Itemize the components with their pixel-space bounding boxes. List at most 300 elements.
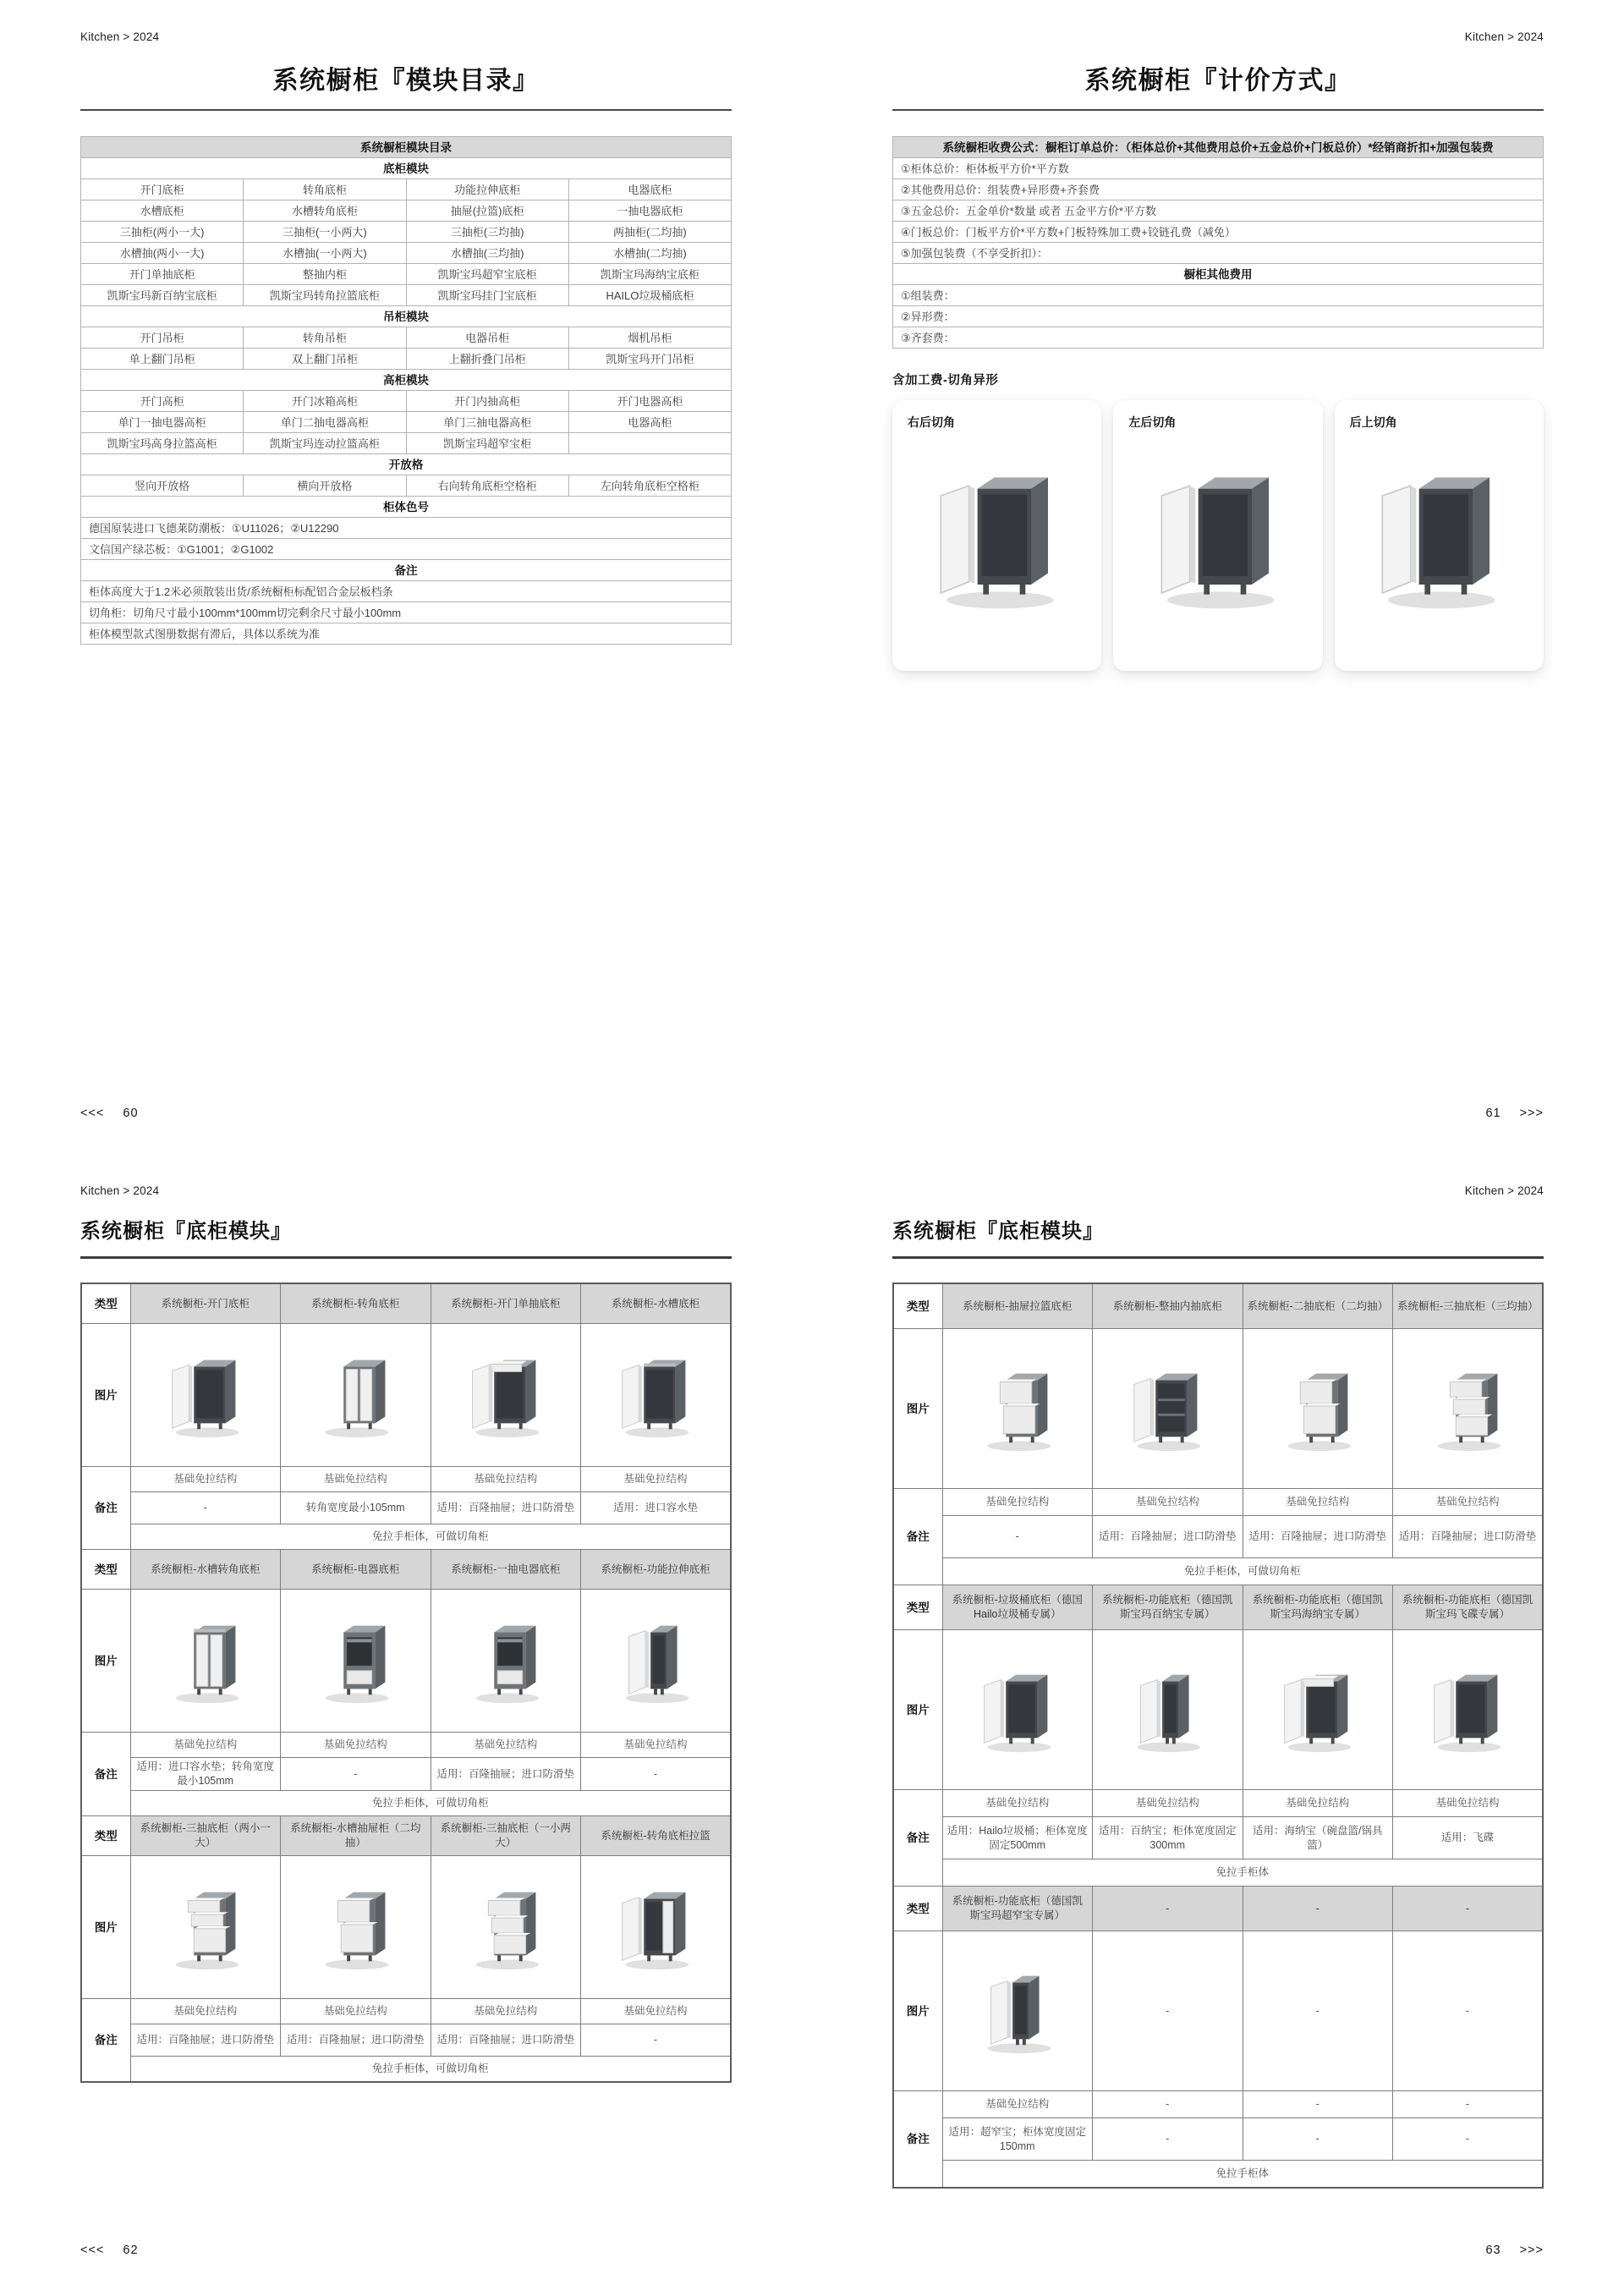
full-note-cell: 免拉手柜体: [942, 1859, 1543, 1887]
note-cell: -: [942, 1516, 1093, 1558]
footer-arrows: >>>: [1519, 1107, 1544, 1120]
cabinet-render: [1117, 1357, 1217, 1457]
type-row: [893, 1887, 1543, 1931]
type-header-cell: 系统橱柜-功能底柜（德国凯斯宝玛百纳宝专属）: [1093, 1585, 1243, 1630]
table-text-cell: ⑤加强包装费（不享受折扣）：: [893, 243, 1544, 264]
note-cell: 适用：百纳宝；柜体宽度固定300mm: [1093, 1817, 1243, 1859]
type-header-cell: 系统橱柜-电器底柜: [281, 1550, 431, 1590]
page-footer: [80, 2244, 139, 2257]
table-cell: 凯斯宝玛新百纳宝底柜: [81, 285, 244, 306]
table-cell: 开门单抽底柜: [81, 264, 244, 285]
image-cell: [130, 1324, 281, 1467]
page-title: 系统橱柜『模块目录』: [272, 67, 540, 95]
note-cell: 适用：进口容水垫: [581, 1492, 732, 1524]
table-cell: 转角吊柜: [244, 327, 406, 349]
cabinet-render: [1418, 1658, 1517, 1758]
cabinet-render: [1268, 1658, 1368, 1758]
page-63: [812, 1137, 1624, 2274]
table-cell: 电器高柜: [568, 412, 731, 433]
structure-cell: -: [1093, 2091, 1243, 2118]
table-text-cell: ②异形费：: [893, 306, 1544, 327]
note-cell: -: [581, 1758, 732, 1791]
image-cell: [1393, 1630, 1544, 1790]
table-cell: 抽屉(拉篮)底柜: [406, 200, 568, 222]
structure-cell: 基础免拉结构: [581, 1467, 732, 1492]
structure-cell: 基础免拉结构: [1093, 1489, 1243, 1516]
cabinet-render: [606, 1343, 705, 1443]
table-text-cell: 柜体模型款式图册数据有滞后，具体以系统为准: [81, 623, 732, 645]
structure-cell: 基础免拉结构: [130, 1999, 281, 2024]
image-cell: [1243, 1329, 1393, 1489]
footer-page-number: 63: [1485, 2244, 1501, 2257]
table-cell: 烟机吊柜: [568, 327, 731, 349]
note-row: [81, 1492, 731, 1524]
image-cell: [1093, 1329, 1243, 1489]
note-row: [81, 1758, 731, 1791]
type-header-cell: 系统橱柜-功能底柜（德国凯斯宝玛超窄宝专属）: [942, 1887, 1093, 1931]
full-note-cell: 免拉手柜体，可做切角柜: [130, 1791, 731, 1816]
structure-row: [893, 1489, 1543, 1516]
type-header-cell: 系统橱柜-三抽底柜（一小两大）: [431, 1816, 581, 1856]
image-cell: -: [1393, 1931, 1544, 2091]
structure-cell: 基础免拉结构: [281, 1733, 431, 1758]
note-cell: -: [130, 1492, 281, 1524]
table-cell: 电器底柜: [568, 179, 731, 200]
image-cell: [130, 1590, 281, 1733]
table-row: [81, 370, 732, 391]
table-row: [81, 179, 732, 200]
structure-cell: 基础免拉结构: [1093, 1790, 1243, 1817]
cut-corner-card-left-rear: [1113, 400, 1322, 671]
table-row: [893, 222, 1544, 243]
table-cell: 凯斯宝玛海纳宝底柜: [568, 264, 731, 285]
cabinet-render: [606, 1609, 705, 1709]
table-text-cell: 德国原装进口飞德莱防潮板：①U11026；②U12290: [81, 518, 732, 539]
note-cell: 适用：百隆抽屉；进口防滑垫: [431, 2024, 581, 2057]
type-row: [81, 1283, 731, 1324]
table-cell: 三抽柜(两小一大): [81, 222, 244, 243]
image-row: [893, 1931, 1543, 2091]
cut-corner-section-label: 含加工费-切角异形: [892, 374, 999, 387]
type-header-cell: 系统橱柜-三抽底柜（两小一大）: [130, 1816, 281, 1856]
page-title: 系统橱柜『计价方式』: [1084, 67, 1352, 95]
structure-cell: 基础免拉结构: [942, 1489, 1093, 1516]
page-title: 系统橱柜『底柜模块』: [80, 1220, 292, 1243]
type-header-cell: 系统橱柜-二抽底柜（二均抽）: [1243, 1283, 1393, 1329]
type-header-cell: -: [1093, 1887, 1243, 1931]
card-label: 后上切角: [1349, 415, 1397, 429]
table-row: [893, 137, 1544, 158]
table-text-cell: ②其他费用总价：组装费+异形费+齐套费: [893, 179, 1544, 200]
cabinet-render: [968, 1959, 1067, 2059]
base-cabinet-module-table: [80, 1283, 732, 2083]
table-text-cell: 切角柜：切角尺寸最小100mm*100mm切完剩余尺寸最小100mm: [81, 602, 732, 623]
table-cell: 水槽抽(两小一大): [81, 243, 244, 264]
table-cell: 开门吊柜: [81, 327, 244, 349]
structure-row: [893, 1790, 1543, 1817]
row-label-note: 备注: [81, 1999, 130, 2083]
table-row: [81, 243, 732, 264]
table-row: [81, 475, 732, 497]
row-label-image: 图片: [893, 1329, 942, 1489]
table-row: [81, 158, 732, 179]
table-row: [81, 623, 732, 645]
row-label-note: 备注: [893, 1790, 942, 1887]
table-row: [893, 327, 1544, 349]
image-cell: [942, 1630, 1093, 1790]
table-cell: 三抽柜(一小两大): [244, 222, 406, 243]
table-row: [893, 285, 1544, 306]
table-subheader-cell: 开放格: [81, 454, 732, 475]
note-cell: -: [281, 1758, 431, 1791]
structure-cell: 基础免拉结构: [130, 1467, 281, 1492]
cabinet-image: [1128, 449, 1307, 618]
table-cell: 凯斯宝玛超窄宝底柜: [406, 264, 568, 285]
cabinet-image: [1350, 449, 1528, 618]
cabinet-render: [305, 1609, 405, 1709]
note-cell: -: [1393, 2118, 1544, 2161]
type-header-cell: 系统橱柜-整抽内抽底柜: [1093, 1283, 1243, 1329]
structure-row: [81, 1999, 731, 2024]
row-label-type: 类型: [81, 1550, 130, 1590]
image-row: [81, 1590, 731, 1733]
table-row: [81, 264, 732, 285]
type-header-cell: 系统橱柜-水槽底柜: [581, 1283, 732, 1324]
table-row: [893, 200, 1544, 222]
table-cell: 转角底柜: [244, 179, 406, 200]
table-title-cell: 系统橱柜收费公式：橱柜订单总价：（柜体总价+其他费用总价+五金总价+门板总价）*经销商折扣+加强包装费: [893, 137, 1544, 158]
image-cell: [1243, 1630, 1393, 1790]
row-label-note: 备注: [893, 2091, 942, 2189]
table-cell: 凯斯宝玛开门吊柜: [568, 349, 731, 370]
cabinet-render: [156, 1343, 255, 1443]
cabinet-render: [156, 1609, 255, 1709]
table-row: [893, 179, 1544, 200]
structure-row: [81, 1467, 731, 1492]
cut-corner-card-rear-top: [1335, 400, 1544, 671]
type-header-cell: 系统橱柜-开门底柜: [130, 1283, 281, 1324]
breadcrumb: Kitchen > 2024: [1464, 30, 1544, 43]
table-row: [81, 454, 732, 475]
table-subheader-cell: 橱柜其他费用: [893, 264, 1544, 285]
full-note-cell: 免拉手柜体，可做切角柜: [130, 2057, 731, 2083]
table-subheader-cell: 吊柜模块: [81, 306, 732, 327]
structure-cell: 基础免拉结构: [281, 1999, 431, 2024]
table-cell: 开门内抽高柜: [406, 391, 568, 412]
row-label-type: 类型: [893, 1585, 942, 1630]
note-cell: 适用：百隆抽屉；进口防滑垫: [1243, 1516, 1393, 1558]
table-cell: 左向转角底柜空格柜: [568, 475, 731, 497]
cabinet-render: [1268, 1357, 1368, 1457]
image-cell: [431, 1856, 581, 1999]
table-cell: 开门电器高柜: [568, 391, 731, 412]
table-row: [81, 306, 732, 327]
table-cell: HAILO垃圾桶底柜: [568, 285, 731, 306]
type-header-cell: -: [1243, 1887, 1393, 1931]
breadcrumb: Kitchen > 2024: [80, 1184, 160, 1197]
note-row: [81, 2024, 731, 2057]
note-cell: 适用：百隆抽屉；进口防滑垫: [431, 1492, 581, 1524]
note-cell: -: [581, 2024, 732, 2057]
cut-corner-card-right-rear: [892, 400, 1101, 671]
type-header-cell: 系统橱柜-转角底柜: [281, 1283, 431, 1324]
row-label-image: 图片: [893, 1931, 942, 2091]
table-cell: 水槽转角底柜: [244, 200, 406, 222]
table-cell: 上翻折叠门吊柜: [406, 349, 568, 370]
type-header-cell: 系统橱柜-功能底柜（德国凯斯宝玛海纳宝专属）: [1243, 1585, 1393, 1630]
structure-cell: 基础免拉结构: [581, 1999, 732, 2024]
image-cell: [1093, 1630, 1243, 1790]
cabinet-render: [1354, 449, 1523, 618]
title-divider: [80, 1256, 732, 1259]
title-divider: [892, 109, 1544, 111]
page-title: 系统橱柜『底柜模块』: [892, 1220, 1104, 1243]
table-row: [81, 602, 732, 623]
card-label: 左后切角: [1128, 415, 1177, 429]
structure-cell: 基础免拉结构: [1393, 1790, 1544, 1817]
image-row: [81, 1324, 731, 1467]
table-row: [81, 137, 732, 158]
image-cell: -: [1093, 1931, 1243, 2091]
cabinet-render: [606, 1876, 705, 1975]
row-label-type: 类型: [81, 1816, 130, 1856]
table-row: [81, 222, 732, 243]
table-subheader-cell: 底柜模块: [81, 158, 732, 179]
page-60: [0, 0, 812, 1137]
table-text-cell: ③五金总价：五金单价*数量 或者 五金平方价*平方数: [893, 200, 1544, 222]
table-row: [893, 158, 1544, 179]
type-row: [81, 1816, 731, 1856]
page-61: [812, 0, 1624, 1137]
row-label-note: 备注: [81, 1467, 130, 1550]
page-footer: [1485, 2244, 1544, 2257]
page-footer: [80, 1107, 139, 1120]
image-row: [893, 1329, 1543, 1489]
full-note-row: [893, 1859, 1543, 1887]
table-cell: 单门一抽电器高柜: [81, 412, 244, 433]
image-cell: [130, 1856, 281, 1999]
cabinet-render: [968, 1357, 1067, 1457]
cabinet-render: [1418, 1357, 1517, 1457]
structure-cell: 基础免拉结构: [1393, 1489, 1544, 1516]
table-cell: 水槽底柜: [81, 200, 244, 222]
row-label-image: 图片: [81, 1590, 130, 1733]
type-header-cell: 系统橱柜-转角底柜拉篮: [581, 1816, 732, 1856]
type-header-cell: 系统橱柜-垃圾桶底柜（德国Hailo垃圾桶专属）: [942, 1585, 1093, 1630]
table-row: [81, 200, 732, 222]
table-cell: 整抽内柜: [244, 264, 406, 285]
full-note-row: [81, 1524, 731, 1550]
image-cell: [431, 1324, 581, 1467]
table-title-cell: 系统橱柜模块目录: [81, 137, 732, 158]
footer-page-number: 61: [1485, 1107, 1501, 1120]
note-cell: 适用：百隆抽屉；进口防滑垫: [1093, 1516, 1243, 1558]
image-cell: [942, 1931, 1093, 2091]
table-cell: 右向转角底柜空格柜: [406, 475, 568, 497]
note-cell: 适用：百隆抽屉；进口防滑垫: [281, 2024, 431, 2057]
note-cell: -: [1243, 2118, 1393, 2161]
table-text-cell: ④门板总价：门板平方价*平方数+门板特殊加工费+铰链孔费（减免）: [893, 222, 1544, 243]
row-label-image: 图片: [81, 1324, 130, 1467]
cabinet-render: [456, 1343, 556, 1443]
note-cell: 适用：Hailo垃圾桶；柜体宽度固定500mm: [942, 1817, 1093, 1859]
table-cell: 一抽电器底柜: [568, 200, 731, 222]
image-cell: [581, 1590, 732, 1733]
structure-cell: 基础免拉结构: [1243, 1489, 1393, 1516]
cabinet-render: [968, 1658, 1067, 1758]
cabinet-render: [1133, 449, 1303, 618]
type-row: [81, 1550, 731, 1590]
type-header-cell: 系统橱柜-一抽电器底柜: [431, 1550, 581, 1590]
table-row: [81, 327, 732, 349]
page-footer: [1485, 1107, 1544, 1120]
table-cell: 凯斯宝玛转角拉篮底柜: [244, 285, 406, 306]
image-cell: [1393, 1329, 1544, 1489]
image-cell: [431, 1590, 581, 1733]
structure-cell: -: [1393, 2091, 1544, 2118]
note-cell: 适用：飞碟: [1393, 1817, 1544, 1859]
table-cell: 水槽抽(一小两大): [244, 243, 406, 264]
structure-cell: 基础免拉结构: [130, 1733, 281, 1758]
structure-cell: 基础免拉结构: [942, 2091, 1093, 2118]
row-label-type: 类型: [893, 1887, 942, 1931]
table-cell: 两抽柜(二均抽): [568, 222, 731, 243]
table-cell: 单门二抽电器高柜: [244, 412, 406, 433]
table-cell: 三抽柜(三均抽): [406, 222, 568, 243]
table-row: [81, 285, 732, 306]
type-header-cell: 系统橱柜-抽屉拉篮底柜: [942, 1283, 1093, 1329]
full-note-cell: 免拉手柜体，可做切角柜: [130, 1524, 731, 1550]
note-cell: 适用：百隆抽屉；进口防滑垫: [1393, 1516, 1544, 1558]
table-subheader-cell: 备注: [81, 560, 732, 581]
structure-cell: 基础免拉结构: [281, 1467, 431, 1492]
image-cell: [581, 1856, 732, 1999]
breadcrumb: Kitchen > 2024: [1464, 1184, 1544, 1197]
note-cell: 适用：超窄宝；柜体宽度固定150mm: [942, 2118, 1093, 2161]
footer-arrows: >>>: [1519, 2244, 1544, 2257]
full-note-row: [893, 2161, 1543, 2189]
type-row: [893, 1585, 1543, 1630]
full-note-row: [893, 1558, 1543, 1585]
table-cell: 水槽抽(三均抽): [406, 243, 568, 264]
note-cell: 适用：进口容水垫；转角宽度最小105mm: [130, 1758, 281, 1791]
cut-corner-cards: [892, 400, 1544, 671]
row-label-image: 图片: [81, 1856, 130, 1999]
cabinet-render: [1117, 1658, 1217, 1758]
table-row: [81, 412, 732, 433]
row-label-note: 备注: [893, 1489, 942, 1585]
table-row: [81, 433, 732, 454]
structure-cell: 基础免拉结构: [431, 1467, 581, 1492]
cabinet-render: [456, 1876, 556, 1975]
type-header-cell: 系统橱柜-水槽抽屉柜（二均抽）: [281, 1816, 431, 1856]
structure-cell: 基础免拉结构: [431, 1733, 581, 1758]
title-divider: [892, 1256, 1544, 1259]
note-cell: 适用：百隆抽屉；进口防滑垫: [130, 2024, 281, 2057]
module-catalog-table: [80, 136, 732, 645]
image-row: [893, 1630, 1543, 1790]
table-cell: 水槽抽(二均抽): [568, 243, 731, 264]
structure-row: [893, 2091, 1543, 2118]
table-cell: 凯斯宝玛高身拉篮高柜: [81, 433, 244, 454]
structure-cell: 基础免拉结构: [431, 1999, 581, 2024]
table-cell: 开门高柜: [81, 391, 244, 412]
table-cell: 凯斯宝玛超窄宝柜: [406, 433, 568, 454]
full-note-row: [81, 2057, 731, 2083]
note-row: [893, 1516, 1543, 1558]
structure-cell: 基础免拉结构: [581, 1733, 732, 1758]
footer-page-number: 62: [123, 2244, 139, 2257]
table-text-cell: ①柜体总价：柜体板平方价*平方数: [893, 158, 1544, 179]
structure-cell: 基础免拉结构: [942, 1790, 1093, 1817]
cabinet-render: [156, 1876, 255, 1975]
table-text-cell: 柜体高度大于1.2米必须散装出货/系统橱柜标配铝合金层板档条: [81, 581, 732, 602]
footer-page-number: 60: [123, 1107, 139, 1120]
table-row: [81, 349, 732, 370]
footer-arrows: <<<: [80, 2244, 105, 2257]
table-cell: 功能拉伸底柜: [406, 179, 568, 200]
structure-row: [81, 1733, 731, 1758]
full-note-row: [81, 1791, 731, 1816]
table-cell: 横向开放格: [244, 475, 406, 497]
table-text-cell: ③齐套费：: [893, 327, 1544, 349]
cabinet-render: [456, 1609, 556, 1709]
table-cell: 凯斯宝玛挂门宝底柜: [406, 285, 568, 306]
full-note-cell: 免拉手柜体，可做切角柜: [942, 1558, 1543, 1585]
cabinet-render: [913, 449, 1082, 618]
card-label: 右后切角: [908, 415, 955, 429]
type-header-cell: -: [1393, 1887, 1544, 1931]
full-note-cell: 免拉手柜体: [942, 2161, 1543, 2189]
image-cell: [281, 1590, 431, 1733]
table-cell: 凯斯宝玛连动拉篮高柜: [244, 433, 406, 454]
table-subheader-cell: 柜体色号: [81, 497, 732, 518]
note-cell: 转角宽度最小105mm: [281, 1492, 431, 1524]
type-header-cell: 系统橱柜-功能拉伸底柜: [581, 1550, 732, 1590]
row-label-image: 图片: [893, 1630, 942, 1790]
table-cell: 竖向开放格: [81, 475, 244, 497]
note-cell: -: [1093, 2118, 1243, 2161]
table-text-cell: ①组装费：: [893, 285, 1544, 306]
table-row: [81, 539, 732, 560]
table-cell: 双上翻门吊柜: [244, 349, 406, 370]
row-label-note: 备注: [81, 1733, 130, 1816]
table-row: [893, 243, 1544, 264]
image-row: [81, 1856, 731, 1999]
type-header-cell: 系统橱柜-三抽底柜（三均抽）: [1393, 1283, 1544, 1329]
image-cell: [581, 1324, 732, 1467]
row-label-type: 类型: [81, 1283, 130, 1324]
table-cell: [568, 433, 731, 454]
structure-cell: -: [1243, 2091, 1393, 2118]
type-header-cell: 系统橱柜-功能底柜（德国凯斯宝玛飞碟专属）: [1393, 1585, 1544, 1630]
table-row: [81, 560, 732, 581]
table-cell: 开门冰箱高柜: [244, 391, 406, 412]
image-cell: [281, 1324, 431, 1467]
note-cell: 适用：海纳宝（碗盘篮/锅具篮）: [1243, 1817, 1393, 1859]
type-row: [893, 1283, 1543, 1329]
row-label-type: 类型: [893, 1283, 942, 1329]
breadcrumb: Kitchen > 2024: [80, 30, 160, 43]
base-cabinet-module-table: [892, 1283, 1544, 2189]
table-row: [893, 306, 1544, 327]
table-row: [81, 497, 732, 518]
table-cell: 开门底柜: [81, 179, 244, 200]
page-62: [0, 1137, 812, 2274]
image-cell: -: [1243, 1931, 1393, 2091]
image-cell: [942, 1329, 1093, 1489]
note-cell: 适用：百隆抽屉；进口防滑垫: [431, 1758, 581, 1791]
